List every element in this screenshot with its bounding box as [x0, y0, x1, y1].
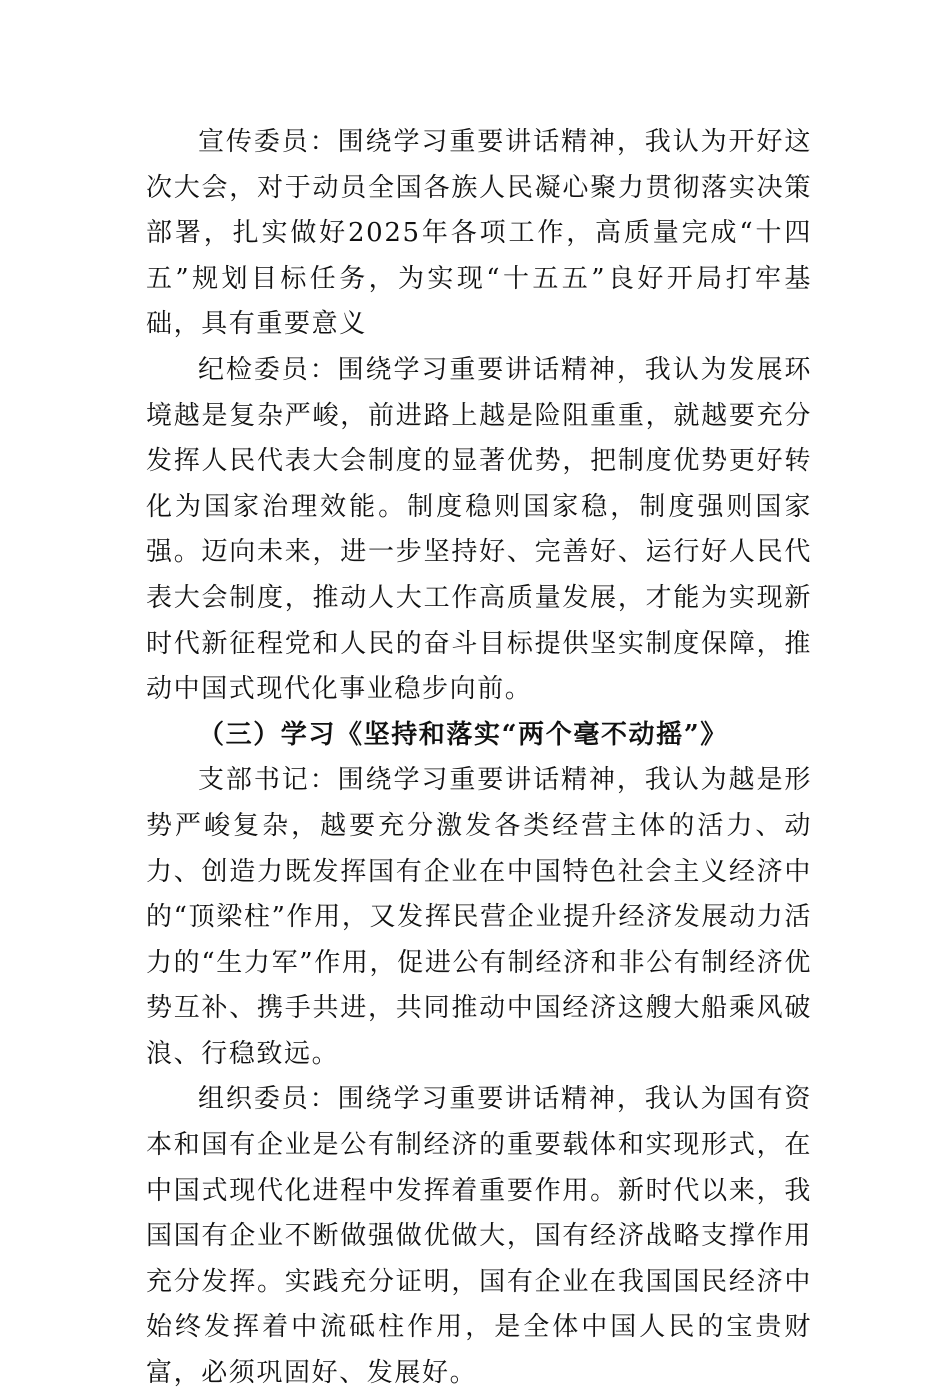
document-body [146, 120, 812, 1397]
paragraph-branch-secretary: 支部书记：围绕学习重要讲话精神，我认为越是形势严峻复杂，越要充分激发各类经营主体的活力、动力、创造力既发挥国有企业在中国特色社会主义经济中的“顶梁柱”作用，又发挥民营企业提升经济发展动力活力的“生力军”作用，促进公有制经济和非公有制经济优势互补、携手共进，共同推动中国经济这艘大船乘风破浪、行稳致远。 [146, 765, 812, 1069]
section-heading: （三）学习《坚持和落实“两个毫不动摇”》 [198, 719, 728, 750]
paragraph-discipline-member: 纪检委员：围绕学习重要讲话精神，我认为发展环境越是复杂严峻，前进路上越是险阻重重，就越要充分发挥人民代表大会制度的显著优势，把制度优势更好转化为国家治理效能。制度稳则国家稳，制度强则国家强。迈向未来，进一步坚持好、完善好、运行好人民代表大会制度，推动人大工作高质量发展，才能为实现新时代新征程党和人民的奋斗目标提供坚实制度保障，推动中国式现代化事业稳步向前。 [146, 354, 812, 705]
paragraph-organization-member: 组织委员：围绕学习重要讲话精神，我认为国有资本和国有企业是公有制经济的重要载体和实现形式，在中国式现代化进程中发挥着重要作用。新时代以来，我国国有企业不断做强做优做大，国有经济战略支撑作用充分发挥。实践充分证明，国有企业在我国国民经济中始终发挥着中流砥柱作用，是全体中国人民的宝贵财富，必须巩固好、发展好。 [146, 1084, 812, 1389]
paragraph-publicity-member: 宣传委员：围绕学习重要讲话精神，我认为开好这次大会，对于动员全国各族人民凝心聚力贯彻落实决策部署，扎实做好2025年各项工作，高质量完成“十四五”规划目标任务，为实现“十五五”良好开局打牢基础，具有重要意义 [146, 127, 812, 340]
